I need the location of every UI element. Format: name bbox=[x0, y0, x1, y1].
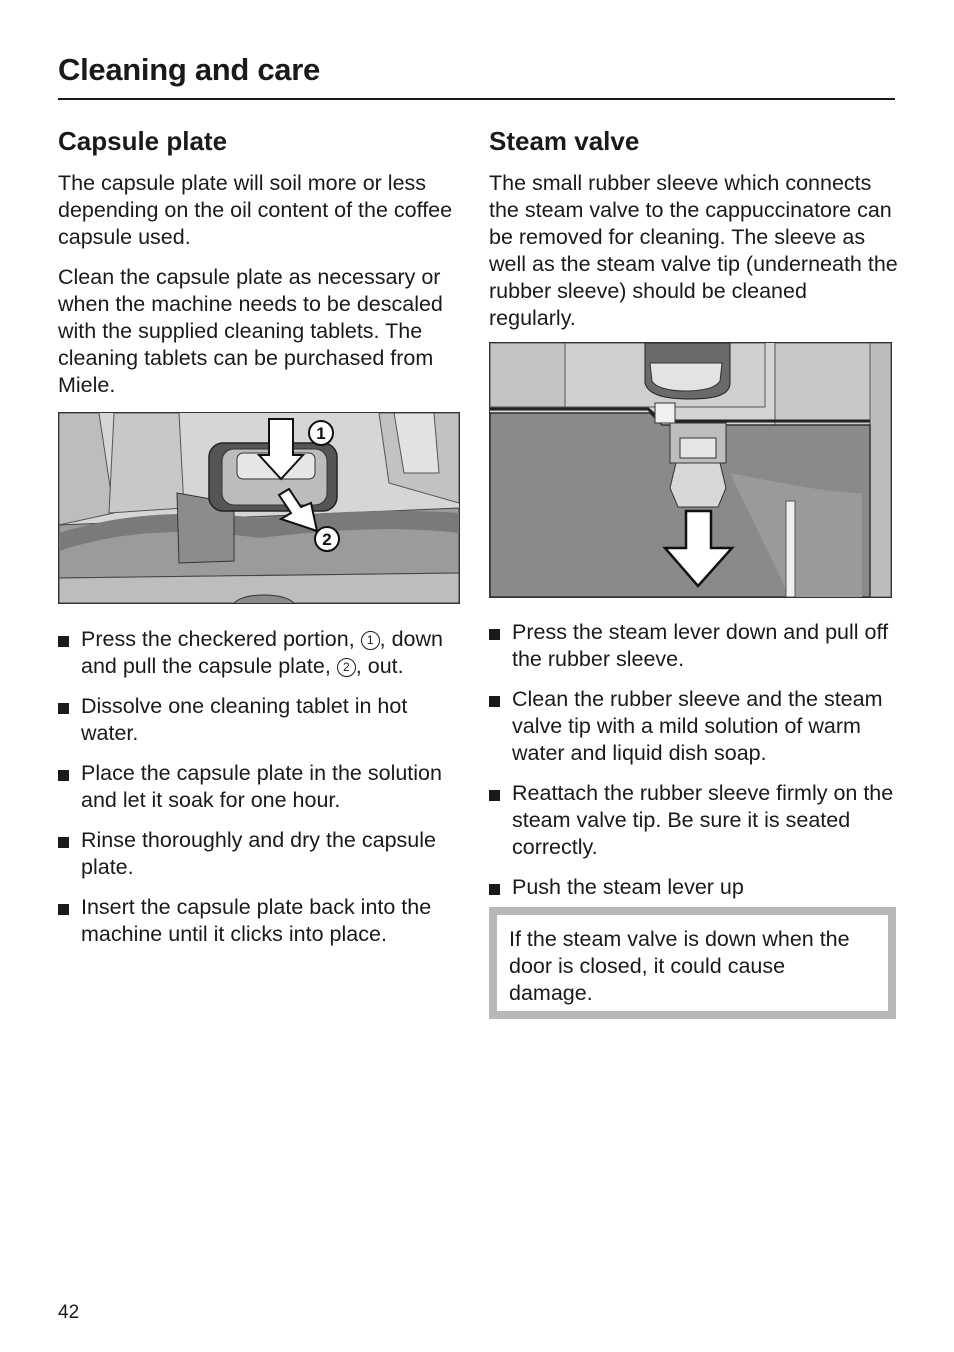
list-item: Rinse thoroughly and dry the capsule plate. bbox=[58, 827, 466, 881]
capsule-plate-illustration bbox=[58, 412, 460, 604]
bullet-square bbox=[489, 884, 500, 895]
list-item: Clean the rubber sleeve and the steam valve tip with a mild solution of warm water and liquid dish soap. bbox=[489, 686, 899, 767]
steam-valve-illustration bbox=[489, 342, 892, 598]
marker-1-label: 1 bbox=[316, 424, 326, 443]
list-item: Push the steam lever up bbox=[489, 874, 899, 901]
bullet-square bbox=[58, 770, 69, 781]
bullet-square bbox=[489, 696, 500, 707]
marker-1-icon: 1 bbox=[361, 631, 380, 650]
page-title: Cleaning and care bbox=[58, 52, 320, 87]
marker-2-label: 2 bbox=[322, 530, 332, 549]
bullet-square bbox=[58, 703, 69, 714]
caution-note-text: If the steam valve is down when the door is closed, it could cause damage. bbox=[509, 927, 850, 1005]
caution-note bbox=[489, 907, 896, 1019]
bullet-square bbox=[489, 629, 500, 640]
capsule-plate-steps bbox=[58, 626, 466, 948]
bullet-square bbox=[58, 904, 69, 915]
list-item: Insert the capsule plate back into the machine until it clicks into place. bbox=[58, 894, 466, 948]
steam-valve-title: Steam valve bbox=[489, 126, 640, 156]
bullet-square bbox=[489, 790, 500, 801]
bullet-square bbox=[58, 837, 69, 848]
capsule-plate-section bbox=[58, 124, 466, 961]
list-item: Dissolve one cleaning tablet in hot water. bbox=[58, 693, 466, 747]
list-item: Press the steam lever down and pull off the rubber sleeve. bbox=[489, 619, 899, 673]
marker-2-icon: 2 bbox=[337, 658, 356, 677]
capsule-plate-cleaning-info: Clean the capsule plate as necessary or when the machine needs to be descaled with the supplied cleaning tablets. The cleaning tablets can be purchased from Miele. bbox=[58, 265, 443, 397]
steam-valve-intro: The small rubber sleeve which connects the steam valve to the cappuccinatore can be removed for cleaning. The sleeve as well as the steam valve tip (underneath the rubber sleeve) should be cleaned regularly. bbox=[489, 171, 898, 330]
bullet-square bbox=[58, 636, 69, 647]
page-number: 42 bbox=[58, 1302, 80, 1323]
list-item: Press the checkered portion, 1 , down and pull the capsule plate, 2 , out. bbox=[58, 626, 466, 680]
capsule-plate-intro: The capsule plate will soil more or less depending on the oil content of the coffee capsule used. bbox=[58, 171, 453, 249]
header-divider bbox=[58, 98, 895, 100]
list-item: Place the capsule plate in the solution and let it soak for one hour. bbox=[58, 760, 466, 814]
capsule-plate-title: Capsule plate bbox=[58, 126, 228, 156]
steam-valve-section bbox=[489, 124, 899, 914]
list-item: Reattach the rubber sleeve firmly on the steam valve tip. Be sure it is seated correctly. bbox=[489, 780, 899, 861]
steam-valve-steps bbox=[489, 619, 899, 901]
